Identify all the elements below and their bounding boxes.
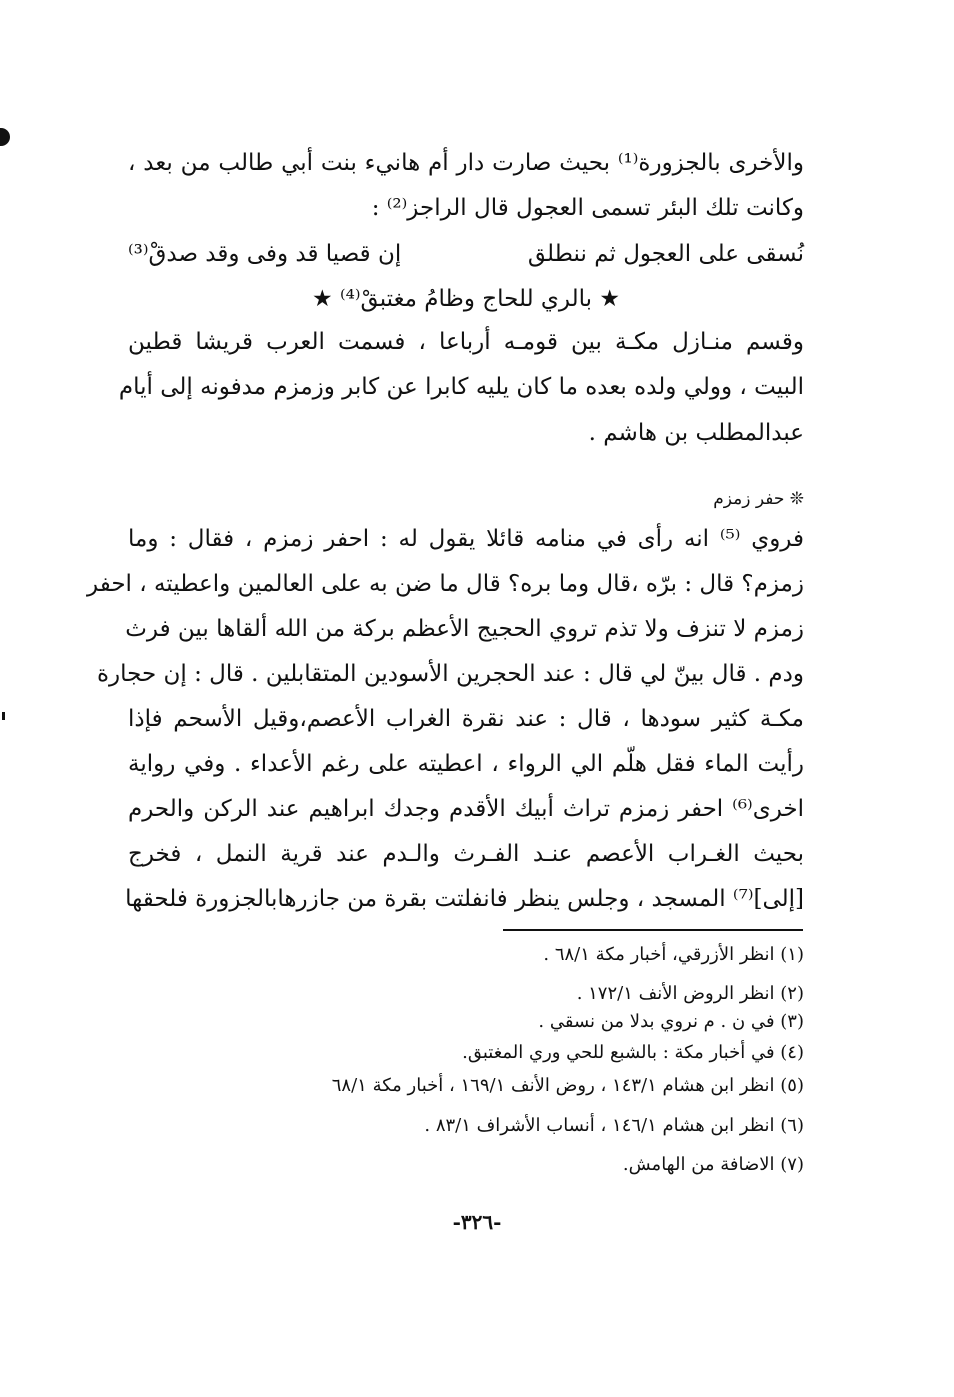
text-line: زمزم؟ قال : برّه ،قال وما بره؟ قال ما ضن به على العالمين واعطيته ، احفر: [87, 571, 804, 597]
scan-edge-mark: [0, 128, 10, 146]
verse-hemistich-right: نُسقى على العجول ثم ننطلق: [527, 241, 804, 267]
section-heading: ❊ حفر زمزم: [713, 489, 804, 509]
text-line: ودم . قال بينّ لي قال : عند الحجرين الأسودين المتقابلين . قال : إن حجارة: [96, 661, 804, 687]
text-line: البيت ، وولي ولده بعده ما كان يليه كابرا عن كابر وزمزم مدفونه إلى أيام: [118, 374, 804, 400]
footnotes: [87, 0, 804, 1200]
footnote: (٤) في أخبار مكة : بالشبع للحي وري المغتبق.: [462, 1042, 804, 1063]
footnote: (٢) انظر الروض الأنف ١٧٢/١ .: [576, 983, 804, 1004]
verse-hemistich-left: إن قصيا قد وفى وقد صدقْ⁽³⁾: [128, 241, 402, 267]
footnote: (٣) في ن . م نروي بدلا من نسقي .: [538, 1011, 804, 1032]
text-line: وقسم منـازل مكـة بين قومـه أرباعا ، فسمت العرب قريشا قطين: [128, 329, 804, 355]
text-line: مكـة كثير سودها ، قال : عند نقرة الغراب الأعصم،وقيل الأسحم فإذا: [128, 706, 804, 732]
text-line: [إلى]⁽⁷⁾ المسجد ، وجلس ينظر فانفلتت بقرة من جازرهابالجزورة فلحقها: [125, 886, 804, 912]
footnote: (١) انظر الأزرقي، أخبار مكة ٦٨/١ .: [543, 944, 804, 965]
verse-line-second: ★ بالري للحاج وظامُ مغتبقْ⁽⁴⁾ ★: [312, 286, 620, 312]
text-line: فروي ⁽⁵⁾ انه رأى في منامه قائلا يقول له : احفر زمزم ، فقال : وما: [128, 526, 804, 552]
page-number: -٣٢٦-: [452, 1210, 502, 1234]
text-line: وكانت تلك البئر تسمى العجول قال الراجز⁽²⁾ :: [371, 195, 804, 221]
text-line: رأيت الماء فقل هلّم الي الرواء ، اعطيته على رغم الأعداء . وفي رواية: [128, 751, 804, 777]
footnote: (٧) الاضافة من الهامش.: [622, 1154, 804, 1175]
text-line: بحيث الغـراب الأعصم عنـد الفـرث والـدم عند قرية النمل ، فخرج: [128, 841, 804, 867]
text-line: زمزم لا تنزف ولا تذم تروي الحجيج الأعظم بركة من الله ألقاها بين فرث: [125, 616, 804, 642]
footnote: (٥) انظر ابن هشام ١٤٣/١ ، روض الأنف ١٦٩/١ ، أخبار مكة ٦٨/١: [331, 1075, 804, 1096]
text-line: عبدالمطلب بن هاشم .: [588, 420, 804, 446]
footnote: (٦) انظر ابن هشام ١٤٦/١ ، أنساب الأشراف ٨٣/١ .: [424, 1115, 804, 1136]
text-line: اخرى⁽⁶⁾ احفر زمزم تراث أبيك الأقدم وجدك ابراهيم عند الركن والحرم: [128, 796, 804, 822]
scan-edge-mark: [2, 712, 5, 720]
text-line: والأخرى بالجزورة⁽¹⁾ بحيث صارت دار أم هانيء بنت أبي طالب من بعد ،: [128, 150, 805, 176]
